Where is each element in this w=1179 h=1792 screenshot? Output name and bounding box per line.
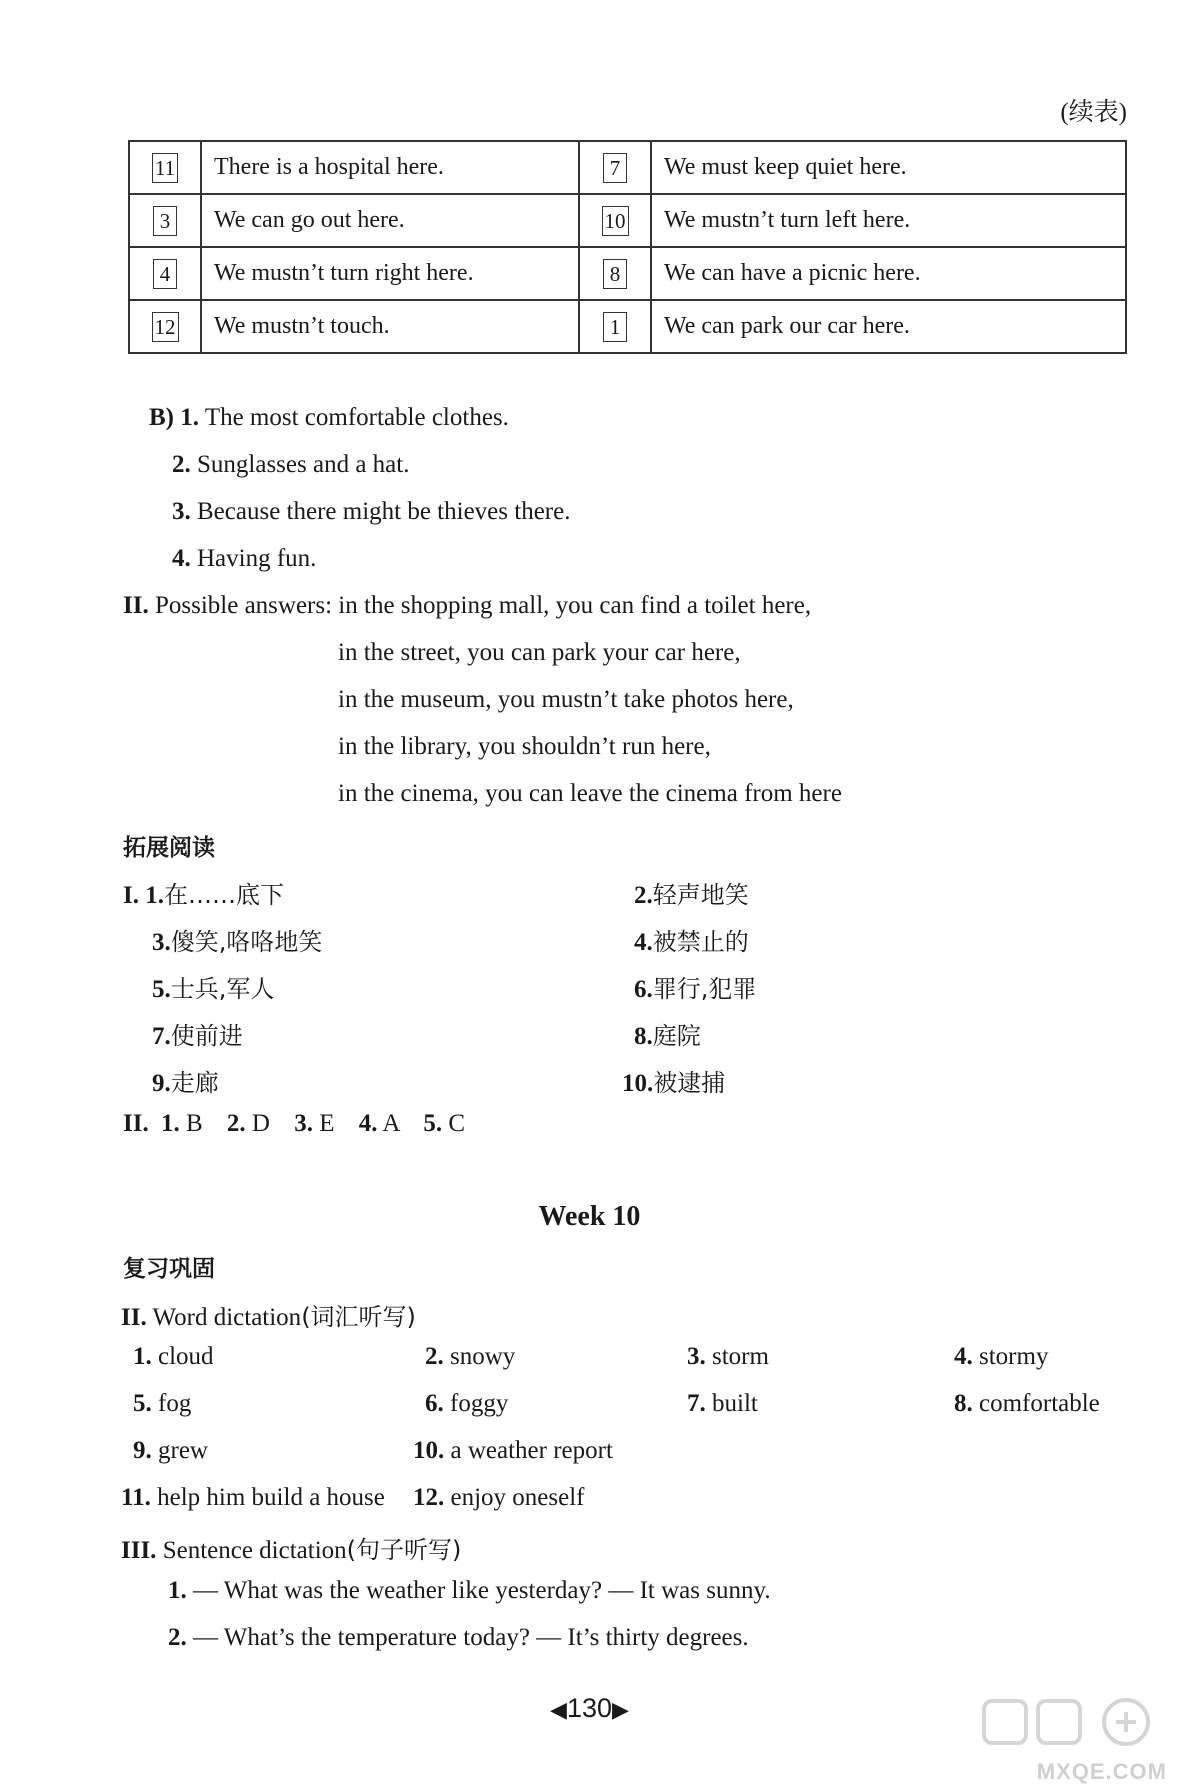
vocab-item [634, 1016, 701, 1051]
answer-text: Because there might be thieves there. [197, 498, 571, 525]
vocab-item [622, 1063, 725, 1098]
word-item [687, 1390, 758, 1418]
item-number: 3. [294, 1110, 313, 1137]
answer-text: 被逮捕 [653, 1069, 726, 1097]
answer-text: a weather report [450, 1437, 613, 1464]
answer-text: help him build a house [157, 1484, 385, 1511]
answer-text: in the shopping mall, you can find a toilet here, [338, 592, 812, 619]
item-number: 10. [622, 1070, 654, 1097]
table-cell: We must keep quiet here. [651, 141, 1126, 194]
answer-text: 傻笑,咯咯地笑 [170, 928, 323, 956]
answer-text: enjoy oneself [450, 1484, 585, 1511]
item-number: 4. [358, 1110, 378, 1137]
answer-text: cloud [158, 1343, 214, 1370]
vocab-item [634, 922, 749, 957]
table-row [129, 141, 1126, 194]
section-title: Word dictation [152, 1304, 302, 1331]
vocab-item [152, 969, 274, 1004]
answer-text: snowy [450, 1343, 516, 1370]
answer-text: foggy [450, 1390, 509, 1417]
answer-text: stormy [979, 1343, 1049, 1370]
answer-text: Having fun. [197, 545, 317, 572]
sentence-dictation-heading [121, 1530, 461, 1565]
answer-text: fog [158, 1390, 192, 1417]
item-number: 5. [152, 976, 171, 1003]
item-number: 1. [133, 1343, 152, 1370]
answer-text: 士兵,军人 [170, 975, 275, 1003]
vocab-item [152, 922, 322, 957]
item-number: 1. [180, 404, 199, 431]
item-number: 10. [413, 1437, 445, 1464]
week-title: Week 10 [538, 1201, 641, 1232]
item-number: 12. [413, 1484, 445, 1511]
table-cell: We mustn’t turn right here. [201, 247, 579, 300]
vocab-item [123, 875, 284, 910]
answer-text: 在……底下 [163, 881, 284, 909]
answer-letter: A [382, 1110, 400, 1137]
answer-text: 庭院 [652, 1022, 701, 1050]
possible-answers-line: in the street, you can park your car here, [338, 639, 741, 666]
answer-number-box: 7 [603, 153, 627, 183]
answer-text: 走廊 [170, 1069, 219, 1097]
answer-number-box: 8 [603, 259, 627, 289]
answer-text: 罪行,犯罪 [652, 975, 757, 1003]
word-dictation-heading [121, 1297, 416, 1332]
table-cell: We mustn’t turn left here. [651, 194, 1126, 247]
item-number: 6. [634, 976, 653, 1003]
right-arrow-icon: ▶ [612, 1697, 629, 1722]
item-number: 1. [160, 1110, 180, 1137]
word-item [425, 1390, 508, 1418]
answer-letter: C [448, 1110, 465, 1137]
word-item [413, 1484, 584, 1512]
vocab-item [634, 875, 749, 910]
item-number: 9. [152, 1070, 171, 1097]
item-number: 8. [954, 1390, 973, 1417]
table-row [129, 194, 1126, 247]
word-item [425, 1343, 515, 1371]
table-cell: We can go out here. [201, 194, 579, 247]
sign-answer-table [128, 140, 1127, 354]
word-item [133, 1390, 191, 1418]
answer-letter: E [319, 1110, 335, 1137]
item-number: 2. [226, 1110, 246, 1137]
word-item [413, 1437, 613, 1465]
word-item [133, 1437, 208, 1465]
possible-answers-intro: Possible answers: [154, 592, 333, 619]
part-label: II. [123, 1110, 149, 1137]
section-b-item [172, 498, 570, 526]
part-label: II. [121, 1304, 147, 1331]
answer-text: — What’s the temperature today? — It’s thirty degrees. [193, 1624, 749, 1651]
sentence-item [168, 1577, 771, 1605]
answer-text: 被禁止的 [652, 928, 749, 956]
item-number: 7. [152, 1023, 171, 1050]
extended-reading-heading: 拓展阅读 [123, 835, 215, 861]
section-title-cn: (词汇听写) [301, 1303, 416, 1331]
item-number: 4. [172, 545, 191, 572]
section-title: Sentence dictation [162, 1537, 347, 1564]
item-number: 8. [634, 1023, 653, 1050]
word-item [954, 1343, 1048, 1371]
item-number: 3. [172, 498, 191, 525]
vocab-item [152, 1016, 243, 1051]
item-number: 2. [172, 451, 191, 478]
answer-text: — What was the weather like yesterday? — It was sunny. [193, 1577, 771, 1604]
item-number: 1. [145, 882, 164, 909]
table-cell: We can have a picnic here. [651, 247, 1126, 300]
item-number: 5. [423, 1110, 443, 1137]
table-row [129, 300, 1126, 353]
item-number: 6. [425, 1390, 444, 1417]
item-number: 11. [121, 1484, 151, 1511]
table-cell: We can park our car here. [651, 300, 1126, 353]
answer-number-box: 4 [153, 259, 177, 289]
table-cell: There is a hospital here. [201, 141, 579, 194]
item-number: 1. [168, 1577, 187, 1604]
answer-letter: B [185, 1110, 203, 1137]
word-item [133, 1343, 214, 1371]
page-number-value: 130 [566, 1693, 613, 1723]
continued-label: (续表) [1060, 99, 1127, 126]
item-number: 7. [687, 1390, 706, 1417]
answer-text: Sunglasses and a hat. [197, 451, 410, 478]
left-arrow-icon: ◀ [550, 1697, 567, 1722]
item-number: 9. [133, 1437, 152, 1464]
possible-answers-line: in the cinema, you can leave the cinema from here [338, 780, 842, 807]
answer-text: built [712, 1390, 758, 1417]
watermark-url: MXQE.COM [1036, 1759, 1167, 1784]
section-label: II. [123, 592, 149, 619]
word-item [687, 1343, 769, 1371]
item-number: 2. [634, 882, 653, 909]
answer-number-box: 3 [153, 206, 177, 236]
item-number: 4. [634, 929, 653, 956]
section-b-item [149, 404, 509, 432]
word-item [954, 1390, 1100, 1418]
possible-answers-line [123, 592, 811, 620]
section-label: B) [149, 404, 174, 431]
part-label: I. [123, 882, 139, 909]
part-label: III. [121, 1537, 157, 1564]
answer-text: storm [712, 1343, 769, 1370]
possible-answers-line: in the library, you shouldn’t run here, [338, 733, 711, 760]
possible-answers-line: in the museum, you mustn’t take photos here, [338, 686, 794, 713]
answer-number-box: 1 [603, 312, 627, 342]
table-row [129, 247, 1126, 300]
answer-text: grew [158, 1437, 208, 1464]
answer-letter: D [251, 1110, 270, 1137]
item-number: 5. [133, 1390, 152, 1417]
multiple-choice-answers [123, 1110, 465, 1138]
item-number: 2. [168, 1624, 187, 1651]
answer-text: 轻声地笑 [652, 881, 749, 909]
answer-text: 使前进 [170, 1022, 243, 1050]
item-number: 3. [152, 929, 171, 956]
answer-number-box: 12 [152, 312, 179, 342]
section-title-cn: (句子听写) [346, 1536, 462, 1564]
item-number: 4. [954, 1343, 973, 1370]
table-cell: We mustn’t touch. [201, 300, 579, 353]
section-b-item [172, 545, 316, 573]
vocab-item [634, 969, 756, 1004]
section-b-item [172, 451, 409, 479]
answer-text: comfortable [979, 1390, 1100, 1417]
answer-site-logo-icon [976, 1695, 1171, 1755]
answer-text: The most comfortable clothes. [204, 404, 509, 431]
sentence-item [168, 1624, 749, 1652]
word-item [121, 1484, 385, 1512]
item-number: 3. [687, 1343, 706, 1370]
watermark [976, 1695, 1171, 1787]
answer-number-box: 11 [152, 153, 178, 183]
item-number: 2. [425, 1343, 444, 1370]
answer-number-box: 10 [602, 206, 629, 236]
review-heading: 复习巩固 [123, 1256, 215, 1282]
vocab-item [152, 1063, 219, 1098]
